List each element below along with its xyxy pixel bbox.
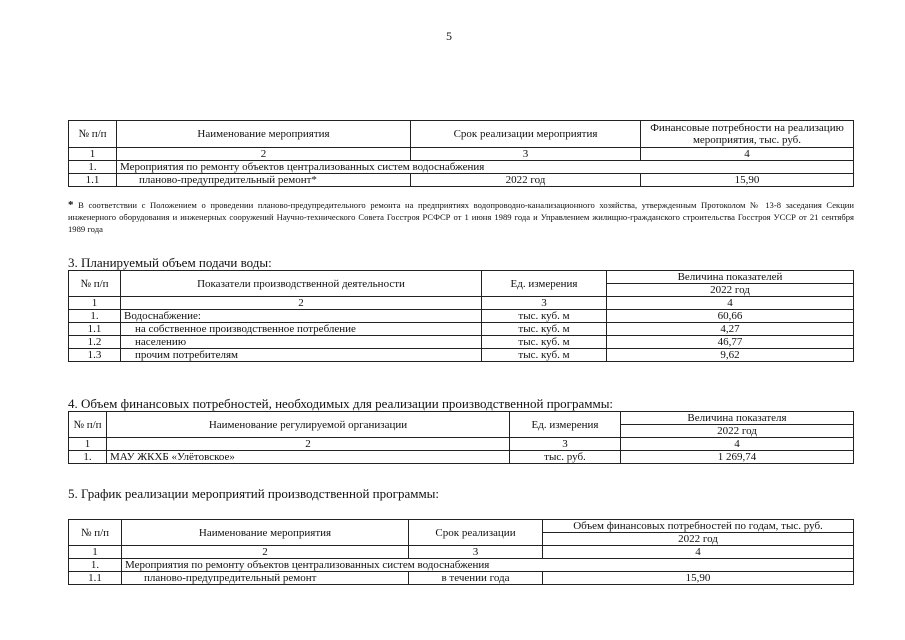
header-term: Срок реализации мероприятия — [411, 121, 641, 148]
table-row — [69, 349, 854, 362]
table-row — [69, 310, 854, 323]
group-row-num: 1. — [69, 559, 122, 572]
finance-needs-table — [68, 411, 854, 464]
row-value: 15,90 — [543, 572, 854, 585]
row-name: МАУ ЖКХБ «Улётовское» — [107, 451, 510, 464]
row-unit: тыс. куб. м — [482, 349, 607, 362]
col-num-3: 3 — [409, 546, 543, 559]
table-row — [69, 451, 854, 464]
table-row — [69, 572, 854, 585]
col-num-4: 4 — [543, 546, 854, 559]
col-num-1: 1 — [69, 438, 107, 451]
row-unit: тыс. куб. м — [482, 336, 607, 349]
col-num-4: 4 — [621, 438, 854, 451]
row-num: 1. — [69, 310, 121, 323]
header-indicators: Показатели производственной деятельности — [121, 271, 482, 297]
col-num-3: 3 — [411, 148, 641, 161]
footnote-text: В соответствии с Положением о проведении планово-предупредительного ремонта на предприятиях водопроводно-канализационного хозяйства, утвержденным Протоколом № 13-8 заседания Секции инженерного оборудования и инженерных сооружений Научно-технического Совета Госстроя РСФСР от 1 июня 1989 года и Управлением жилищно-гражданского строительства Госстроя УССР от 21 сентября 1989 года — [68, 200, 854, 234]
schedule-table — [68, 519, 854, 585]
header-year: 2022 год — [621, 425, 854, 438]
header-finance: Финансовые потребности на реализацию мероприятия, тыс. руб. — [641, 121, 854, 148]
row-unit: тыс. руб. — [510, 451, 621, 464]
group-row-num: 1. — [69, 161, 117, 174]
row-name: прочим потребителям — [121, 349, 482, 362]
header-term: Срок реализации — [409, 520, 543, 546]
row-unit: тыс. куб. м — [482, 323, 607, 336]
header-organization: Наименование регулируемой организации — [107, 412, 510, 438]
col-num-2: 2 — [107, 438, 510, 451]
row-name: планово-предупредительный ремонт — [122, 572, 409, 585]
row-name: населению — [121, 336, 482, 349]
group-row-text: Мероприятия по ремонту объектов централизованных систем водоснабжения — [122, 559, 854, 572]
header-num: № п/п — [69, 520, 122, 546]
measures-table — [68, 120, 854, 187]
col-num-2: 2 — [121, 297, 482, 310]
section5-title: 5. График реализации мероприятий производственной программы: — [68, 486, 440, 501]
row-num: 1.3 — [69, 349, 121, 362]
footnote — [68, 199, 854, 235]
header-value: Величина показателя — [621, 412, 854, 425]
col-num-1: 1 — [69, 546, 122, 559]
col-num-3: 3 — [482, 297, 607, 310]
row-value: 1 269,74 — [621, 451, 854, 464]
col-num-2: 2 — [122, 546, 409, 559]
header-year: 2022 год — [607, 284, 854, 297]
col-num-3: 3 — [510, 438, 621, 451]
row-num: 1. — [69, 451, 107, 464]
group-row-text: Мероприятия по ремонту объектов централизованных систем водоснабжения — [117, 161, 854, 174]
row-value: 4,27 — [607, 323, 854, 336]
col-num-1: 1 — [69, 297, 121, 310]
row-value: 60,66 — [607, 310, 854, 323]
row-name: на собственное производственное потребление — [121, 323, 482, 336]
row-term: в течении года — [409, 572, 543, 585]
header-num: № п/п — [69, 121, 117, 148]
col-num-4: 4 — [641, 148, 854, 161]
section3-title: 3. Планируемый объем подачи воды: — [68, 255, 272, 270]
row-value: 9,62 — [607, 349, 854, 362]
col-num-2: 2 — [117, 148, 411, 161]
row-name: Водоснабжение: — [121, 310, 482, 323]
table-row — [69, 336, 854, 349]
header-value: Величина показателей — [607, 271, 854, 284]
row-num: 1.2 — [69, 336, 121, 349]
row-unit: тыс. куб. м — [482, 310, 607, 323]
header-finance: Объем финансовых потребностей по годам, тыс. руб. — [543, 520, 854, 533]
header-year: 2022 год — [543, 533, 854, 546]
table-row — [69, 323, 854, 336]
row-value: 46,77 — [607, 336, 854, 349]
header-unit: Ед. измерения — [482, 271, 607, 297]
header-name: Наименование мероприятия — [117, 121, 411, 148]
header-unit: Ед. измерения — [510, 412, 621, 438]
row-name: планово-предупредительный ремонт* — [117, 174, 411, 187]
header-name: Наименование мероприятия — [122, 520, 409, 546]
footnote-star: * — [68, 199, 74, 211]
row-num: 1.1 — [69, 323, 121, 336]
row-num: 1.1 — [69, 572, 122, 585]
table-row — [69, 174, 854, 187]
col-num-1: 1 — [69, 148, 117, 161]
header-num: № п/п — [69, 271, 121, 297]
page-number: 5 — [446, 29, 452, 43]
section4-title: 4. Объем финансовых потребностей, необходимых для реализации производственной программы: — [68, 396, 614, 411]
row-term: 2022 год — [411, 174, 641, 187]
col-num-4: 4 — [607, 297, 854, 310]
row-value: 15,90 — [641, 174, 854, 187]
water-supply-table — [68, 270, 854, 362]
header-num: № п/п — [69, 412, 107, 438]
row-num: 1.1 — [69, 174, 117, 187]
